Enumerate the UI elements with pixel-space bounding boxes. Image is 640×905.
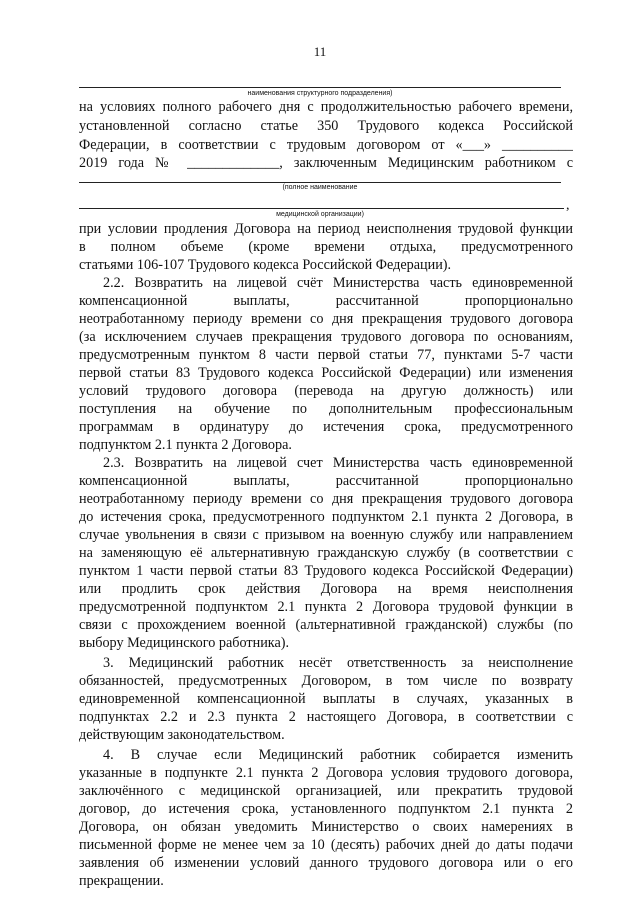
body-line: условий трудового договора (перевода на другую должность) или — [79, 383, 573, 399]
body-line: подпунктом 2.1 пункта 2 Договора. — [79, 437, 292, 453]
body-line: первой статьи 83 Трудового кодекса Российской Федерации) или изменения — [79, 365, 573, 381]
body-line: предусмотренной подпунктом 2.1 пункта 2 Договора трудовой функции в — [79, 599, 573, 615]
blank-line-structural-unit — [79, 87, 561, 88]
body-line: программам в ординатуру до истечения срока, предусмотренного — [79, 419, 573, 435]
body-line: подпунктах 2.2 и 2.3 пункта 2 настоящего Договора, в соответствии с — [79, 709, 573, 725]
body-line: выбору Медицинского работника). — [79, 635, 290, 651]
body-line: обязанностей, предусмотренных Договором, в том числе по возврату — [79, 673, 573, 689]
body-line: заключённого с медицинской организацией, или прекратить трудовой — [79, 783, 573, 799]
body-line: Договора, он обязан уведомить Министерство о своих намерениях в — [79, 819, 573, 835]
paragraph-2-3-start: 2.3. Возвратить на лицевой счет Министерства часть единовременной — [103, 455, 573, 471]
body-line: компенсационной выплаты, рассчитанной пропорционально — [79, 293, 573, 309]
body-line: (за исключением случаев прекращения трудового договора по основаниям, — [79, 329, 573, 345]
caption-medical-org: медицинской организации) — [276, 211, 364, 218]
blank-line-medical-org — [79, 208, 564, 209]
trailing-comma: , — [566, 198, 570, 213]
body-line: или продлить срок действия Договора на время неисполнения — [79, 581, 573, 597]
caption-structural-unit: наименования структурного подразделения) — [247, 90, 393, 97]
body-line: заявления об изменении условий данного трудового договора или о его — [79, 855, 573, 871]
body-line: пунктом 1 части первой статьи 83 Трудового кодекса Российской Федерации) — [79, 563, 573, 579]
paragraph-2-2-start: 2.2. Возвратить на лицевой счёт Министерства часть единовременной — [103, 275, 573, 291]
body-line: при условии продления Договора на период неисполнения трудовой функции — [79, 221, 573, 237]
body-line: прекращении. — [79, 873, 164, 889]
body-line: неотработанному периоду времени со дня прекращения трудового договора — [79, 311, 573, 327]
body-line: договор, до истечения срока, установленного подпунктом 2.1 пункта 2 — [79, 801, 573, 817]
body-line: единовременной компенсационной выплаты в случаях, указанных в — [79, 691, 573, 707]
body-line: компенсационной выплаты, рассчитанной пропорционально — [79, 473, 573, 489]
body-line: связи с прохождением военной (альтернативной гражданской) службы (по — [79, 617, 573, 633]
body-line: поступления на обучение по дополнительным профессиональным — [79, 401, 573, 417]
body-line: случае увольнения в связи с призывом на военную службу или направлением — [79, 527, 573, 543]
body-line: действующим законодательством. — [79, 727, 285, 743]
paragraph-4-start: 4. В случае если Медицинский работник собирается изменить — [103, 747, 573, 763]
body-line: 2019 года № _____________, заключенным Медицинским работником с — [79, 155, 573, 171]
body-line: установленной согласно статье 350 Трудового кодекса Российской — [79, 118, 573, 134]
body-line: Федерации, в соответствии с трудовым договором от «___» __________ — [79, 137, 573, 153]
page-number: 11 — [313, 44, 327, 59]
body-line: на условиях полного рабочего дня с продолжительностью рабочего времени, — [79, 99, 573, 115]
body-line: до истечения срока, предусмотренного подпунктом 2.1 пункта 2 Договора, в — [79, 509, 573, 525]
body-line: письменной форме не менее чем за 10 (десять) рабочих дней до даты подачи — [79, 837, 573, 853]
body-line: указанные в подпункте 2.1 пункта 2 Договора условия трудового договора, — [79, 765, 573, 781]
body-line: статьями 106-107 Трудового кодекса Российской Федерации). — [79, 257, 452, 273]
body-line: на заменяющую её альтернативную гражданскую службу (в соответствии с — [79, 545, 573, 561]
blank-line-full-name — [79, 182, 561, 183]
body-line: предусмотренным пунктом 8 части первой статьи 77, пунктами 5-7 части — [79, 347, 573, 363]
paragraph-3-start: 3. Медицинский работник несёт ответственность за неисполнение — [103, 655, 573, 671]
body-line: неотработанному периоду времени со дня прекращения трудового договора — [79, 491, 573, 507]
caption-full-name: (полное наименование — [282, 184, 358, 191]
body-line: в полном объеме (кроме времени отдыха, предусмотренного — [79, 239, 573, 255]
